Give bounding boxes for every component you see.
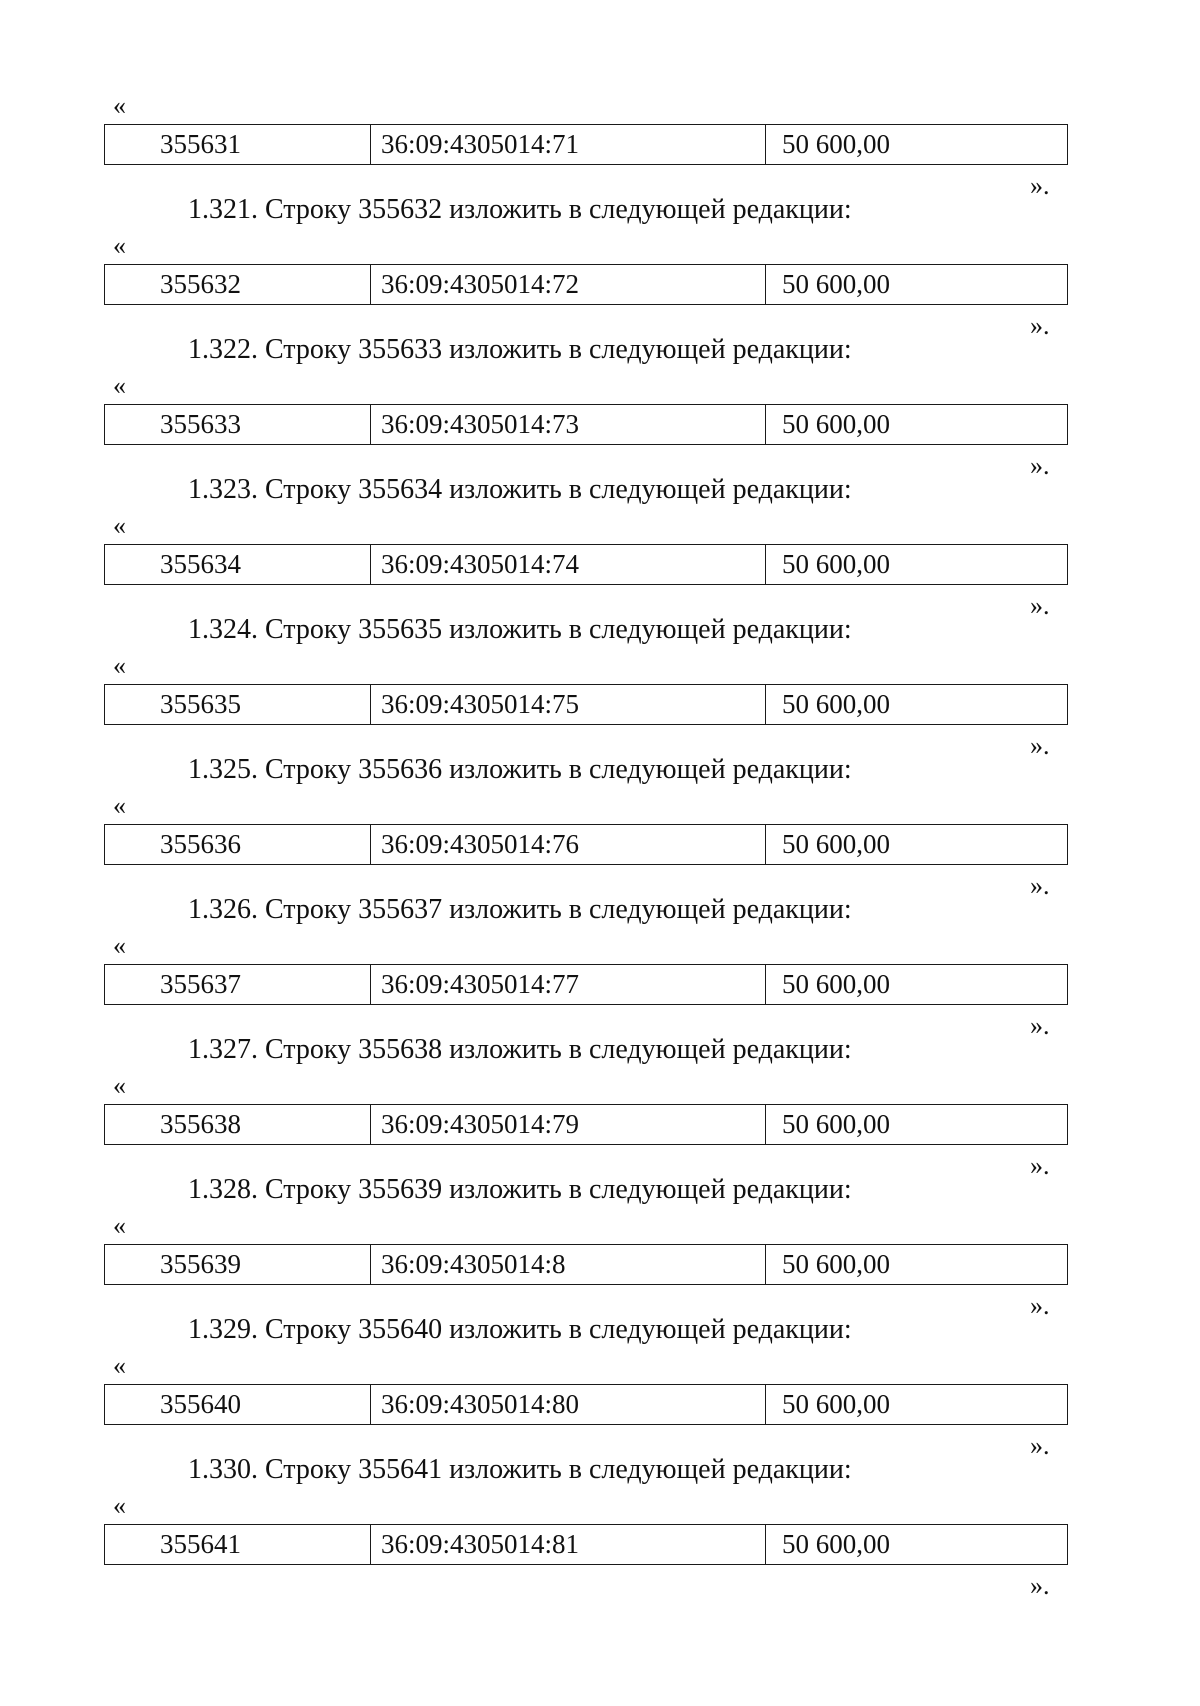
register-row-table — [104, 124, 1068, 165]
value-cell: 50 600,00 — [766, 685, 1068, 725]
cadastral-number-cell: 36:09:4305014:75 — [371, 685, 766, 725]
register-row-table — [104, 1244, 1068, 1285]
cadastral-number-cell: 36:09:4305014:72 — [371, 265, 766, 305]
row-number-cell: 355638 — [105, 1105, 371, 1145]
value-cell: 50 600,00 — [766, 1105, 1068, 1145]
amendment-heading: 1.330. Строку 355641 изложить в следующей редакции: — [188, 1454, 852, 1485]
register-row-table — [104, 404, 1068, 445]
cadastral-number-cell: 36:09:4305014:77 — [371, 965, 766, 1005]
row-number-cell: 355640 — [105, 1385, 371, 1425]
cadastral-number-cell: 36:09:4305014:73 — [371, 405, 766, 445]
register-row-table — [104, 544, 1068, 585]
table-row — [105, 405, 1068, 445]
closing-quote: ». — [1030, 1571, 1050, 1600]
value-cell: 50 600,00 — [766, 545, 1068, 585]
value-cell: 50 600,00 — [766, 405, 1068, 445]
opening-quote: « — [113, 931, 126, 960]
row-number-cell: 355633 — [105, 405, 371, 445]
opening-quote: « — [113, 1491, 126, 1520]
value-cell: 50 600,00 — [766, 965, 1068, 1005]
table-row — [105, 125, 1068, 165]
register-row-table — [104, 964, 1068, 1005]
register-row-table — [104, 684, 1068, 725]
cadastral-number-cell: 36:09:4305014:76 — [371, 825, 766, 865]
opening-quote: « — [113, 511, 126, 540]
table-row — [105, 265, 1068, 305]
value-cell: 50 600,00 — [766, 825, 1068, 865]
row-number-cell: 355641 — [105, 1525, 371, 1565]
cadastral-number-cell: 36:09:4305014:8 — [371, 1245, 766, 1285]
cadastral-number-cell: 36:09:4305014:79 — [371, 1105, 766, 1145]
table-row — [105, 685, 1068, 725]
closing-quote: ». — [1030, 591, 1050, 620]
row-number-cell: 355637 — [105, 965, 371, 1005]
cadastral-number-cell: 36:09:4305014:71 — [371, 125, 766, 165]
table-row — [105, 1245, 1068, 1285]
opening-quote: « — [113, 231, 126, 260]
cadastral-number-cell: 36:09:4305014:81 — [371, 1525, 766, 1565]
closing-quote: ». — [1030, 871, 1050, 900]
table-row — [105, 825, 1068, 865]
opening-quote: « — [113, 1071, 126, 1100]
closing-quote: ». — [1030, 1151, 1050, 1180]
cadastral-number-cell: 36:09:4305014:74 — [371, 545, 766, 585]
row-number-cell: 355635 — [105, 685, 371, 725]
register-row-table — [104, 824, 1068, 865]
cadastral-number-cell: 36:09:4305014:80 — [371, 1385, 766, 1425]
closing-quote: ». — [1030, 171, 1050, 200]
closing-quote: ». — [1030, 311, 1050, 340]
amendment-heading: 1.324. Строку 355635 изложить в следующей редакции: — [188, 614, 852, 645]
row-number-cell: 355636 — [105, 825, 371, 865]
register-row-table — [104, 1104, 1068, 1145]
opening-quote: « — [113, 371, 126, 400]
amendment-heading: 1.325. Строку 355636 изложить в следующей редакции: — [188, 754, 852, 785]
register-row-table — [104, 264, 1068, 305]
amendment-heading: 1.326. Строку 355637 изложить в следующей редакции: — [188, 894, 852, 925]
closing-quote: ». — [1030, 731, 1050, 760]
opening-quote: « — [113, 651, 126, 680]
opening-quote: « — [113, 91, 126, 120]
opening-quote: « — [113, 1351, 126, 1380]
amendment-heading: 1.327. Строку 355638 изложить в следующей редакции: — [188, 1034, 852, 1065]
closing-quote: ». — [1030, 1431, 1050, 1460]
amendment-heading: 1.321. Строку 355632 изложить в следующей редакции: — [188, 194, 852, 225]
value-cell: 50 600,00 — [766, 125, 1068, 165]
closing-quote: ». — [1030, 1291, 1050, 1320]
amendment-heading: 1.323. Строку 355634 изложить в следующей редакции: — [188, 474, 852, 505]
table-row — [105, 965, 1068, 1005]
register-row-table — [104, 1384, 1068, 1425]
table-row — [105, 1105, 1068, 1145]
closing-quote: ». — [1030, 1011, 1050, 1040]
value-cell: 50 600,00 — [766, 265, 1068, 305]
row-number-cell: 355632 — [105, 265, 371, 305]
amendment-heading: 1.328. Строку 355639 изложить в следующей редакции: — [188, 1174, 852, 1205]
value-cell: 50 600,00 — [766, 1245, 1068, 1285]
opening-quote: « — [113, 791, 126, 820]
row-number-cell: 355639 — [105, 1245, 371, 1285]
opening-quote: « — [113, 1211, 126, 1240]
value-cell: 50 600,00 — [766, 1525, 1068, 1565]
table-row — [105, 1385, 1068, 1425]
value-cell: 50 600,00 — [766, 1385, 1068, 1425]
row-number-cell: 355631 — [105, 125, 371, 165]
row-number-cell: 355634 — [105, 545, 371, 585]
closing-quote: ». — [1030, 451, 1050, 480]
register-row-table — [104, 1524, 1068, 1565]
table-row — [105, 545, 1068, 585]
amendment-heading: 1.329. Строку 355640 изложить в следующей редакции: — [188, 1314, 852, 1345]
table-row — [105, 1525, 1068, 1565]
amendment-heading: 1.322. Строку 355633 изложить в следующей редакции: — [188, 334, 852, 365]
